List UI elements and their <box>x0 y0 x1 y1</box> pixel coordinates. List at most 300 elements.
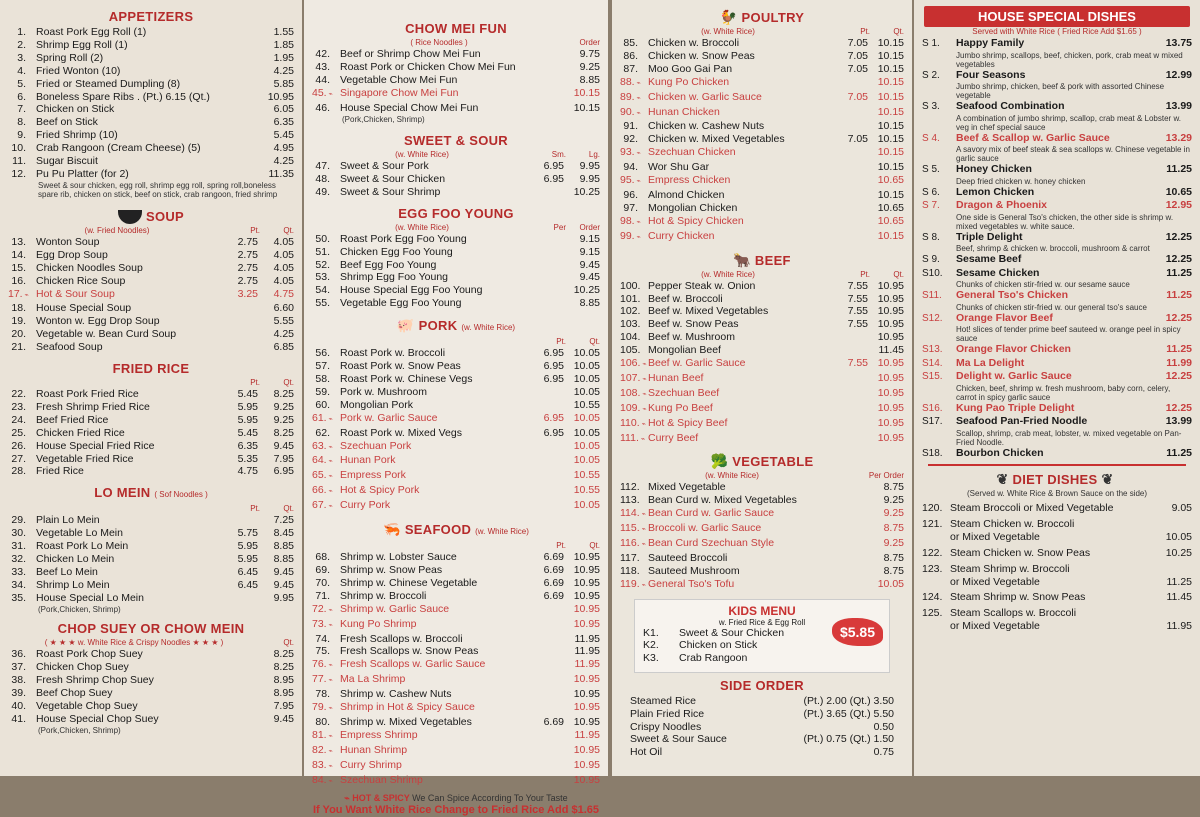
menu-item-row <box>620 133 904 146</box>
item-name: Beef Lo Mein <box>36 566 98 578</box>
item-number: 93. ⌁ <box>620 146 648 161</box>
item-name: Empress Chicken <box>648 174 731 187</box>
item-price: 9.25 <box>579 60 600 73</box>
item-number: 103. <box>620 318 641 331</box>
house-item-price: 12.25 <box>1165 370 1192 382</box>
item-price: 10.15 <box>877 90 904 103</box>
item-number: 56. <box>315 347 330 360</box>
item-number: 87. <box>623 62 638 75</box>
menu-item-row <box>312 271 600 284</box>
item-price: 10.95 <box>877 371 904 384</box>
item-name: Roast Pork or Chicken Chow Mei Fun <box>340 60 516 73</box>
house-item-number: S12. <box>922 312 943 324</box>
menu-item-row <box>312 399 600 412</box>
menu-item-row <box>620 417 904 432</box>
item-name: Hunan Pork <box>340 454 396 467</box>
house-item-price: 12.95 <box>1165 199 1192 211</box>
item-name: Beef on Stick <box>36 116 98 129</box>
item-name: Fresh Scallops w. Snow Peas <box>340 645 479 658</box>
item-name: Beef or Shrimp Chow Mei Fun <box>340 48 481 60</box>
item-number: 82. ⌁ <box>312 744 340 759</box>
house-item-price: 11.25 <box>1166 343 1192 355</box>
item-price: 6.69 <box>543 576 564 589</box>
item-name: Pu Pu Platter (for 2) <box>36 167 129 180</box>
diet-item-name-2: or Mixed Vegetable <box>950 620 1040 633</box>
item-name: Fried or Steamed Dumpling (8) <box>36 77 181 90</box>
item-number: 13. <box>11 235 26 248</box>
item-name: Sugar Biscuit <box>36 155 98 168</box>
item-price: 4.05 <box>273 248 294 261</box>
item-price: 9.25 <box>883 537 904 550</box>
menu-item-row <box>312 645 600 658</box>
menu-item-row <box>8 168 294 181</box>
item-price: 10.15 <box>877 105 904 118</box>
menu-item-row <box>8 527 294 540</box>
item-number: 85. <box>623 37 638 49</box>
menu-item-row <box>8 328 294 341</box>
item-number: 109. ⌁ <box>620 402 648 417</box>
house-item-desc: One side is General Tso's chicken, the other side is shrimp w. mixed vegetables w. white sauce. <box>956 212 1174 231</box>
house-item-price: 13.29 <box>1165 131 1192 144</box>
house-special-sub: Served with White Rice ( Fried Rice Add $1.65 ) <box>972 27 1142 36</box>
menu-item-row <box>620 372 904 387</box>
item-price: 10.95 <box>573 589 600 602</box>
item-number: 86. <box>623 49 638 62</box>
menu-item-row <box>8 427 294 440</box>
item-price: 10.95 <box>877 431 904 444</box>
menu-item-row <box>312 577 600 590</box>
side-item <box>620 708 904 721</box>
item-price: 10.65 <box>877 201 904 214</box>
item-number: 41. <box>11 712 26 725</box>
item-price: 9.75 <box>579 48 600 60</box>
diet-item-price: 9.05 <box>1171 502 1192 514</box>
item-number: 25. <box>11 426 26 439</box>
item-price: 10.15 <box>877 75 904 88</box>
beef-title: BEEF <box>754 252 791 268</box>
item-price: 10.95 <box>573 743 600 756</box>
menu-item-row <box>8 440 294 453</box>
menu-item-row <box>8 129 294 142</box>
menu-item-row <box>312 701 600 716</box>
sweet-sour-list <box>312 160 600 199</box>
item-name: Chicken on Stick <box>36 103 115 116</box>
house-item-row <box>922 370 1192 384</box>
house-item-row <box>922 312 1192 326</box>
house-item-desc: Chunks of chicken stir-fried w. our general tso's sauce <box>956 302 1147 312</box>
house-item-row <box>922 69 1192 83</box>
item-name: Beef w. Mixed Vegetables <box>648 305 769 318</box>
diet-title-row <box>922 470 1192 489</box>
item-name: Beef Egg Foo Young <box>340 258 437 271</box>
item-price: 8.25 <box>273 426 294 439</box>
item-name: Empress Shrimp <box>340 728 418 741</box>
item-price: 10.95 <box>877 401 904 414</box>
house-item-name: Kung Pao Triple Delight <box>956 401 1075 414</box>
item-number: 100. <box>620 279 641 292</box>
menu-item-row <box>312 454 600 469</box>
item-price: 6.95 <box>543 360 564 373</box>
menu-item-row <box>312 186 600 199</box>
item-name: Beef w. Garlic Sauce <box>648 357 746 370</box>
item-number: 47. <box>315 160 330 173</box>
item-price: 6.95 <box>543 347 564 360</box>
poultry-list <box>620 37 904 245</box>
item-price: 6.60 <box>273 302 294 315</box>
item-name: Shrimp Egg Foo Young <box>340 271 448 284</box>
efy-per: Per <box>553 222 566 232</box>
item-number: 108. ⌁ <box>620 387 648 402</box>
menu-panel-4 <box>914 0 1200 776</box>
item-name: Singapore Chow Mei Fun <box>340 86 459 99</box>
item-price: 11.35 <box>268 167 294 180</box>
house-item-desc: Jumbo shrimp, chicken, beef & pork with assorted Chinese vegetable <box>956 82 1165 100</box>
item-name: Sweet & Sour Shrimp <box>340 185 441 198</box>
beef-qt: Qt. <box>893 269 904 279</box>
item-number: 40. <box>11 699 26 712</box>
house-item-price: 10.65 <box>1165 185 1192 198</box>
house-item-name: Sesame Beef <box>956 253 1022 265</box>
menu-item-row <box>312 590 600 603</box>
item-number: 73. ⌁ <box>312 618 340 633</box>
item-price: 10.95 <box>573 688 600 701</box>
item-number: 17. ⌁ <box>8 288 36 303</box>
diet-item-name: Steam Chicken w. Broccoli <box>950 517 1075 530</box>
house-item-price: 11.25 <box>1166 289 1192 301</box>
divider <box>928 464 1186 466</box>
item-number: 114. ⌁ <box>620 507 648 522</box>
item-name: Seafood Soup <box>36 341 103 354</box>
item-number: 74. <box>315 632 330 645</box>
item-price: 7.05 <box>847 49 868 62</box>
item-price: 1.85 <box>273 38 294 51</box>
kids-name: Crab Rangoon <box>679 651 748 664</box>
menu-item-row <box>8 116 294 129</box>
item-price: 8.95 <box>273 686 294 699</box>
house-item-number: S11. <box>922 290 942 301</box>
item-price: 6.69 <box>543 563 564 576</box>
item-number: 2. <box>17 38 26 51</box>
item-name: Beef Chop Suey <box>36 686 113 699</box>
item-price: 7.55 <box>847 279 868 292</box>
item-number: 104. <box>620 331 641 344</box>
item-price: 10.55 <box>573 469 600 482</box>
item-price: 11.95 <box>574 728 600 741</box>
item-name: Beef w. Broccoli <box>648 292 723 305</box>
house-item-name: Triple Delight <box>956 230 1023 243</box>
side-order-list <box>620 695 904 760</box>
ss-sm: Sm. <box>551 150 566 160</box>
menu-item-row <box>312 716 600 729</box>
item-number: 96. <box>623 188 638 201</box>
fried-rice-title: FRIED RICE <box>112 361 190 377</box>
item-number: 117. <box>620 552 640 564</box>
menu-item-row <box>8 465 294 478</box>
item-price: 10.65 <box>877 214 904 227</box>
side-name: Crispy Noodles <box>630 720 702 733</box>
item-name: Szechuan Shrimp <box>340 773 423 786</box>
menu-item-row <box>620 120 904 133</box>
item-number: 51. <box>315 245 330 258</box>
diet-item-number: 122. <box>922 546 943 559</box>
item-price: 10.95 <box>573 563 600 576</box>
item-price: 6.95 <box>273 465 294 478</box>
item-name: Chicken Lo Mein <box>36 553 115 566</box>
menu-item-row <box>8 566 294 579</box>
item-price: 9.25 <box>273 413 294 426</box>
spice-note: We Can Spice According To Your Taste <box>412 793 568 804</box>
item-number: 88. ⌁ <box>620 76 648 91</box>
item-name: Bean Curd Szechuan Style <box>648 537 775 550</box>
pork-pt: Pt. <box>556 337 566 347</box>
item-number: 36. <box>11 648 26 661</box>
item-name: Almond Chicken <box>648 188 725 201</box>
item-price: 2.75 <box>237 261 258 274</box>
vegetable-title: VEGETABLE <box>732 454 814 470</box>
menu-panel-3 <box>612 0 912 776</box>
menu-item-row <box>620 537 904 552</box>
item-price: 10.15 <box>877 120 904 133</box>
veg-header <box>620 471 904 481</box>
house-item-name: Honey Chicken <box>956 163 1032 175</box>
side-name: Plain Fried Rice <box>630 707 705 720</box>
menu-item-row <box>620 63 904 76</box>
menu-item-row <box>312 74 600 87</box>
menu-item-row <box>8 315 294 328</box>
item-price: 10.95 <box>573 576 600 589</box>
item-price: 10.95 <box>877 318 904 331</box>
menu-item-row <box>620 318 904 331</box>
diet-item-price: 11.25 <box>1166 575 1192 588</box>
diet-item-price: 10.05 <box>1165 530 1192 543</box>
cmf-header <box>312 38 600 48</box>
item-name: Shrimp w. Garlic Sauce <box>340 602 450 615</box>
item-price: 8.85 <box>579 297 600 310</box>
item-number: 15. <box>11 261 26 274</box>
item-name: Fresh Scallops w. Broccoli <box>340 632 463 645</box>
item-price: 10.95 <box>877 416 904 429</box>
item-price: 10.05 <box>573 499 600 512</box>
item-name: Fried Rice <box>36 465 84 478</box>
side-price: (Pt.) 2.00 (Qt.) 3.50 <box>803 694 894 707</box>
house-item-price: 12.99 <box>1165 68 1192 81</box>
menu-item-row <box>620 357 904 372</box>
item-number: 66. ⌁ <box>312 484 340 499</box>
house-item-desc: Jumbo shrimp, scallops, beef, chicken, pork, crab meat w mixed vegetables <box>956 50 1183 69</box>
menu-item-row <box>312 259 600 272</box>
item-number: 70. <box>315 576 330 589</box>
house-item-name: Seafood Pan-Fried Noodle <box>956 415 1088 427</box>
item-price: 4.05 <box>273 274 294 287</box>
beef-sub: (w. White Rice) <box>701 269 755 279</box>
side-price: (Pt.) 0.75 (Qt.) 1.50 <box>803 733 894 746</box>
diet-item-name: Steam Shrimp w. Broccoli <box>950 562 1070 575</box>
item-price: 10.95 <box>877 279 904 292</box>
item-number: 19. <box>11 315 26 328</box>
house-item-row <box>922 100 1192 114</box>
menu-item-row <box>620 174 904 189</box>
item-name: House Special Chow Mei Fun <box>340 101 479 114</box>
menu-item-row <box>8 661 294 674</box>
house-special-title: HOUSE SPECIAL DISHES <box>924 6 1190 27</box>
house-item-row <box>922 267 1192 281</box>
house-item-name: Orange Flavor Beef <box>956 311 1053 324</box>
house-item-name: Happy Family <box>956 37 1025 49</box>
item-name: Crab Rangoon (Cream Cheese) (5) <box>36 142 201 155</box>
house-item-row <box>922 289 1192 303</box>
item-name: Wor Shu Gar <box>648 161 710 174</box>
menu-item-row <box>8 553 294 566</box>
item-name: Sauteed Broccoli <box>648 552 728 564</box>
poultry-qt: Qt. <box>893 27 904 36</box>
item-name: Shrimp in Hot & Spicy Sauce <box>340 701 475 714</box>
menu-item-row <box>620 106 904 121</box>
item-price: 10.05 <box>573 439 600 452</box>
item-number: 8. <box>17 116 26 129</box>
pork-title-row <box>312 316 600 337</box>
item-price: 8.75 <box>883 552 904 564</box>
item-number: 67. ⌁ <box>312 499 340 514</box>
item-number: 62. <box>315 426 330 439</box>
item-name: Mixed Vegetable <box>648 481 726 494</box>
item-name: Chicken w. Broccoli <box>648 37 740 49</box>
item-price: 1.95 <box>273 51 294 64</box>
item-number: 54. <box>315 284 330 297</box>
item-price: 4.05 <box>273 235 294 248</box>
lo-mein-sub: ( Sof Noodles ) <box>154 490 208 500</box>
item-number: 48. <box>315 172 330 185</box>
item-price: 8.45 <box>273 527 294 540</box>
house-item-row <box>922 402 1192 416</box>
item-name: Roast Pork w. Broccoli <box>340 347 446 360</box>
chow-mei-fun-list <box>312 48 600 115</box>
pig-icon: 🐖 <box>396 317 415 334</box>
item-number: 38. <box>11 674 26 687</box>
item-number: 57. <box>315 360 330 373</box>
item-price: 7.05 <box>847 90 868 103</box>
veg-sub: (w. White Rice) <box>705 471 759 481</box>
item-number: 113. <box>620 494 640 507</box>
item-price: 4.25 <box>273 155 294 168</box>
menu-item-row <box>8 514 294 527</box>
item-name: Roast Pork Egg Roll (1) <box>36 26 147 38</box>
house-item-price: 12.25 <box>1165 230 1192 243</box>
menu-item-row <box>8 65 294 78</box>
item-price: 3.25 <box>237 287 258 300</box>
item-name: Shrimp w. Chinese Vegetable <box>340 576 478 589</box>
item-number: 79. ⌁ <box>312 701 340 716</box>
house-item-row <box>922 163 1192 177</box>
item-price: 9.95 <box>579 172 600 185</box>
house-item-desc: Scallop, shrimp, crab meat, lobster, w. mixed vegetable on Pan-Fried Noodle. <box>956 428 1182 447</box>
diet-item-row <box>922 591 1192 604</box>
soup-sub: (w. Fried Noodles) <box>84 225 150 235</box>
item-number: 80. <box>315 715 330 728</box>
item-price: 10.05 <box>573 411 600 424</box>
menu-item-row <box>620 37 904 50</box>
item-name: Broccoli w. Garlic Sauce <box>648 522 762 535</box>
item-name: Curry Pork <box>340 499 391 512</box>
menu-item-row <box>8 674 294 687</box>
item-name: Vegetable Egg Foo Young <box>340 297 462 310</box>
menu-item-row <box>312 412 600 427</box>
item-number: 59. <box>315 385 330 398</box>
item-price: 6.35 <box>237 439 258 452</box>
item-name: Roast Pork Fried Rice <box>36 388 139 401</box>
side-price: (Pt.) 3.65 (Qt.) 5.50 <box>803 707 894 720</box>
item-name: Curry Shrimp <box>340 758 402 771</box>
diet-sub: (Served w. White Rice & Brown Sauce on the side) <box>966 489 1148 498</box>
item-name: Sauteed Mushroom <box>648 564 740 577</box>
item-price: 6.45 <box>237 566 258 578</box>
house-item-name: Orange Flavor Chicken <box>956 343 1071 355</box>
item-number: 77. ⌁ <box>312 673 340 688</box>
house-item-desc: A savory mix of beef steak & sea scallops w. Chinese vegetable in garlic sauce <box>956 145 1190 163</box>
soup-pt: Pt. <box>250 225 260 235</box>
item-name: Plain Lo Mein <box>36 514 100 527</box>
item-price: 10.15 <box>877 49 904 62</box>
kids-item <box>643 652 881 665</box>
item-name: House Special Soup <box>36 302 132 315</box>
diet-item-name: Steam Broccoli or Mixed Vegetable <box>950 502 1114 514</box>
item-price: 7.55 <box>847 318 868 331</box>
menu-item-row <box>620 331 904 344</box>
house-item-name: Sesame Chicken <box>956 266 1040 279</box>
item-price: 10.15 <box>573 101 600 114</box>
diet-item-row-cont <box>922 531 1192 544</box>
item-price: 9.15 <box>579 245 600 258</box>
item-price: 10.95 <box>573 715 600 728</box>
item-price: 7.95 <box>273 699 294 712</box>
item-price: 10.05 <box>877 577 904 590</box>
item-price: 1.55 <box>273 26 294 38</box>
item-price: 8.95 <box>273 674 294 687</box>
kids-sub: w. Fried Rice & Egg Roll <box>718 617 806 627</box>
house-item-desc: Chunks of chicken stir-fried w. our sesame sauce <box>956 280 1130 289</box>
house-item-number: S10. <box>922 267 943 279</box>
item-price: 11.95 <box>574 645 600 658</box>
item-number: 99. ⌁ <box>620 230 648 245</box>
item-number: 81. ⌁ <box>312 729 340 744</box>
poultry-header <box>620 27 904 37</box>
item-name: Wonton Soup <box>36 235 100 248</box>
item-name: Roast Pork Egg Foo Young <box>340 232 467 245</box>
item-name: Spring Roll (2) <box>36 51 104 64</box>
item-number: 55. <box>315 297 330 310</box>
sweet-sour-title: SWEET & SOUR <box>404 133 508 149</box>
item-price: 7.05 <box>847 62 868 75</box>
item-price: 5.35 <box>237 452 258 465</box>
diet-item-price: 11.45 <box>1166 591 1192 604</box>
ornament-left-icon: ❦ <box>996 471 1009 487</box>
item-price: 10.15 <box>877 133 904 146</box>
house-item-name: Seafood Combination <box>956 100 1065 112</box>
beef-pt: Pt. <box>860 269 870 279</box>
house-item-desc: A combination of jumbo shrimp, scallop, crab meat & Lobster w. veg in chef special sauce <box>956 113 1181 132</box>
item-price: 9.95 <box>273 591 294 604</box>
item-price: 4.75 <box>237 465 258 478</box>
fr-qt: Qt. <box>283 378 294 388</box>
item-number: 27. <box>11 452 26 465</box>
house-item-name: Ma La Delight <box>956 356 1025 369</box>
item-price: 9.45 <box>273 566 294 578</box>
item-number: 22. <box>11 388 26 401</box>
item-name: Fried Wonton (10) <box>36 64 121 77</box>
menu-item-row <box>312 744 600 759</box>
item-price: 10.05 <box>573 454 600 467</box>
menu-item-row <box>620 522 904 537</box>
item-name: Hunan Shrimp <box>340 743 408 756</box>
